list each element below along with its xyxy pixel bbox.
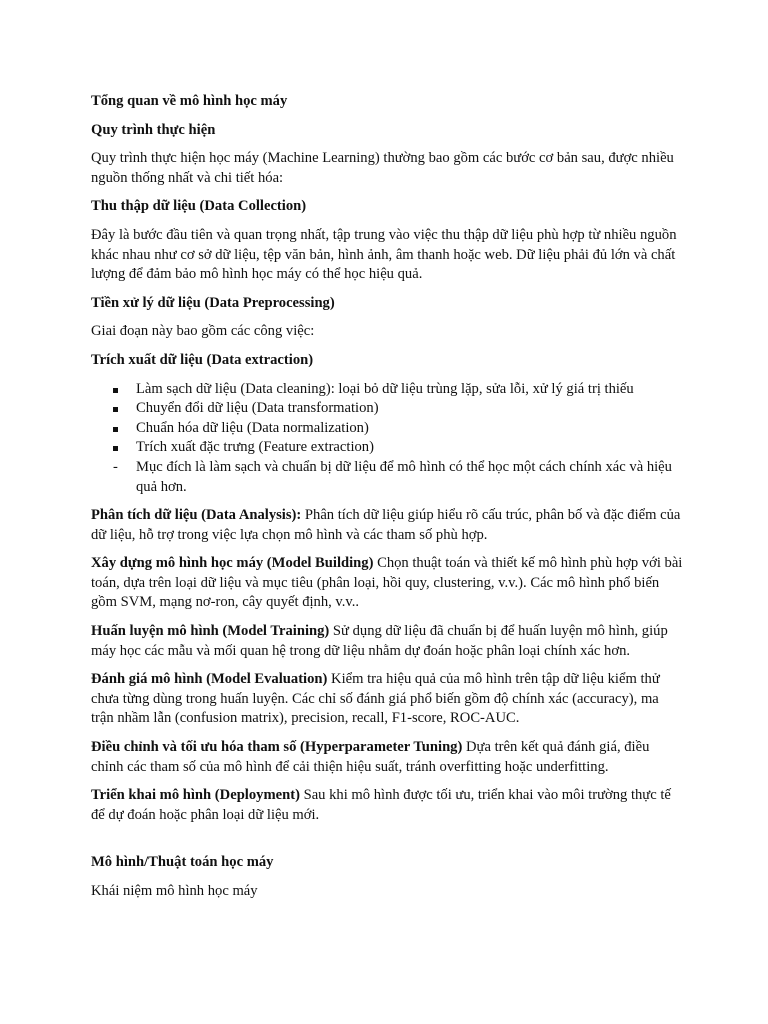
paragraph-model-building <box>91 554 683 613</box>
heading-model-evaluation: Đánh giá mô hình (Model Evaluation) <box>91 671 328 688</box>
list-item-dash <box>91 458 683 497</box>
list-item-text: Chuẩn hóa dữ liệu (Data normalization) <box>136 419 369 436</box>
list-item <box>91 380 683 400</box>
paragraph-deployment <box>91 786 683 825</box>
paragraph-hyperparameter-tuning <box>91 738 683 777</box>
section-heading-algorithms: Mô hình/Thuật toán học máy <box>91 854 274 871</box>
heading-hyperparameter-tuning: Điều chỉnh và tối ưu hóa tham số (Hyperparameter Tuning) <box>91 739 463 756</box>
square-bullet-icon <box>113 399 125 419</box>
heading-deployment: Triển khai mô hình (Deployment) <box>91 787 300 804</box>
blank-line <box>91 825 683 844</box>
text-data-analysis: Phân tích dữ liệu giúp hiểu rõ cấu trúc, phân bố và đặc điểm của dữ liệu, hỗ trợ trong việc lựa chọn mô hình và các tham số phù hợp. <box>91 507 681 543</box>
heading-data-analysis: Phân tích dữ liệu (Data Analysis): <box>91 507 302 524</box>
text-model-training: Sử dụng dữ liệu đã chuẩn bị để huấn luyện mô hình, giúp máy học các mẫu và mối quan hệ trong dữ liệu nhằm dự đoán hoặc phân loại chính xác hơn. <box>91 623 668 659</box>
square-bullet-icon <box>113 438 125 458</box>
list-item-text: Mục đích là làm sạch và chuẩn bị dữ liệu để mô hình có thể học một cách chính xác và hiệu quả hơn. <box>136 458 672 495</box>
section-heading-process: Quy trình thực hiện <box>91 121 216 138</box>
paragraph-data-analysis <box>91 506 683 545</box>
list-item <box>91 419 683 439</box>
text-hyperparameter-tuning: Dựa trên kết quả đánh giá, điều chỉnh các tham số của mô hình để cải thiện hiệu suất, tránh overfitting hoặc underfitting. <box>91 739 650 775</box>
text-model-building: Chọn thuật toán và thiết kế mô hình phù hợp với bài toán, dựa trên loại dữ liệu và mục tiêu (phân loại, hồi quy, clustering, v.v.). Các mô hình phổ biến gồm SVM, mạng nơ-ron, cây quyết định, v.v.. <box>91 555 683 611</box>
intro-paragraph: Quy trình thực hiện học máy (Machine Learning) thường bao gồm các bước cơ bản sau, được nhiều nguồn thống nhất và chi tiết hóa: <box>91 150 674 186</box>
extraction-list <box>91 380 683 498</box>
list-item-text: Trích xuất đặc trưng (Feature extraction) <box>136 439 374 456</box>
paragraph-concept: Khái niệm mô hình học máy <box>91 883 258 899</box>
list-item <box>91 438 683 458</box>
heading-model-training: Huấn luyện mô hình (Model Training) <box>91 623 330 640</box>
heading-data-preprocessing: Tiền xử lý dữ liệu (Data Preprocessing) <box>91 294 335 311</box>
paragraph-data-preprocessing: Giai đoạn này bao gồm các công việc: <box>91 323 315 340</box>
paragraph-model-training <box>91 622 683 661</box>
paragraph-model-evaluation <box>91 670 683 729</box>
heading-model-building: Xây dựng mô hình học máy (Model Building) <box>91 555 374 572</box>
document-body <box>91 92 683 902</box>
document-title: Tổng quan về mô hình học máy <box>91 93 288 109</box>
list-item <box>91 399 683 419</box>
square-bullet-icon <box>113 380 125 400</box>
paragraph-data-collection: Đây là bước đầu tiên và quan trọng nhất, tập trung vào việc thu thập dữ liệu phù hợp từ nhiều nguồn khác nhau như cơ sở dữ liệu, tệp văn bản, hình ảnh, âm thanh hoặc web. Dữ liệu phải đủ lớn và chất lượng để đảm bảo mô hình học máy có thể học hiệu quả. <box>91 226 677 283</box>
text-model-evaluation: Kiểm tra hiệu quả của mô hình trên tập dữ liệu kiểm thử chưa từng dùng trong huấn luyện. Các chỉ số đánh giá phổ biến gồm độ chính xác (accuracy), ma trận nhầm lẫn (confusion matrix), precision, recall, F1-score, ROC-AUC. <box>91 671 660 727</box>
list-item-text: Chuyển đổi dữ liệu (Data transformation) <box>136 400 379 417</box>
list-item-text: Làm sạch dữ liệu (Data cleaning): loại bỏ dữ liệu trùng lặp, sửa lỗi, xử lý giá trị thiếu <box>136 380 634 397</box>
heading-data-collection: Thu thập dữ liệu (Data Collection) <box>91 198 307 215</box>
square-bullet-icon <box>113 419 125 439</box>
heading-data-extraction: Trích xuất dữ liệu (Data extraction) <box>91 351 314 368</box>
text-deployment: Sau khi mô hình được tối ưu, triển khai vào môi trường thực tế để dự đoán hoặc phân loại dữ liệu mới. <box>91 787 671 823</box>
dash-bullet-icon: - <box>113 458 118 475</box>
